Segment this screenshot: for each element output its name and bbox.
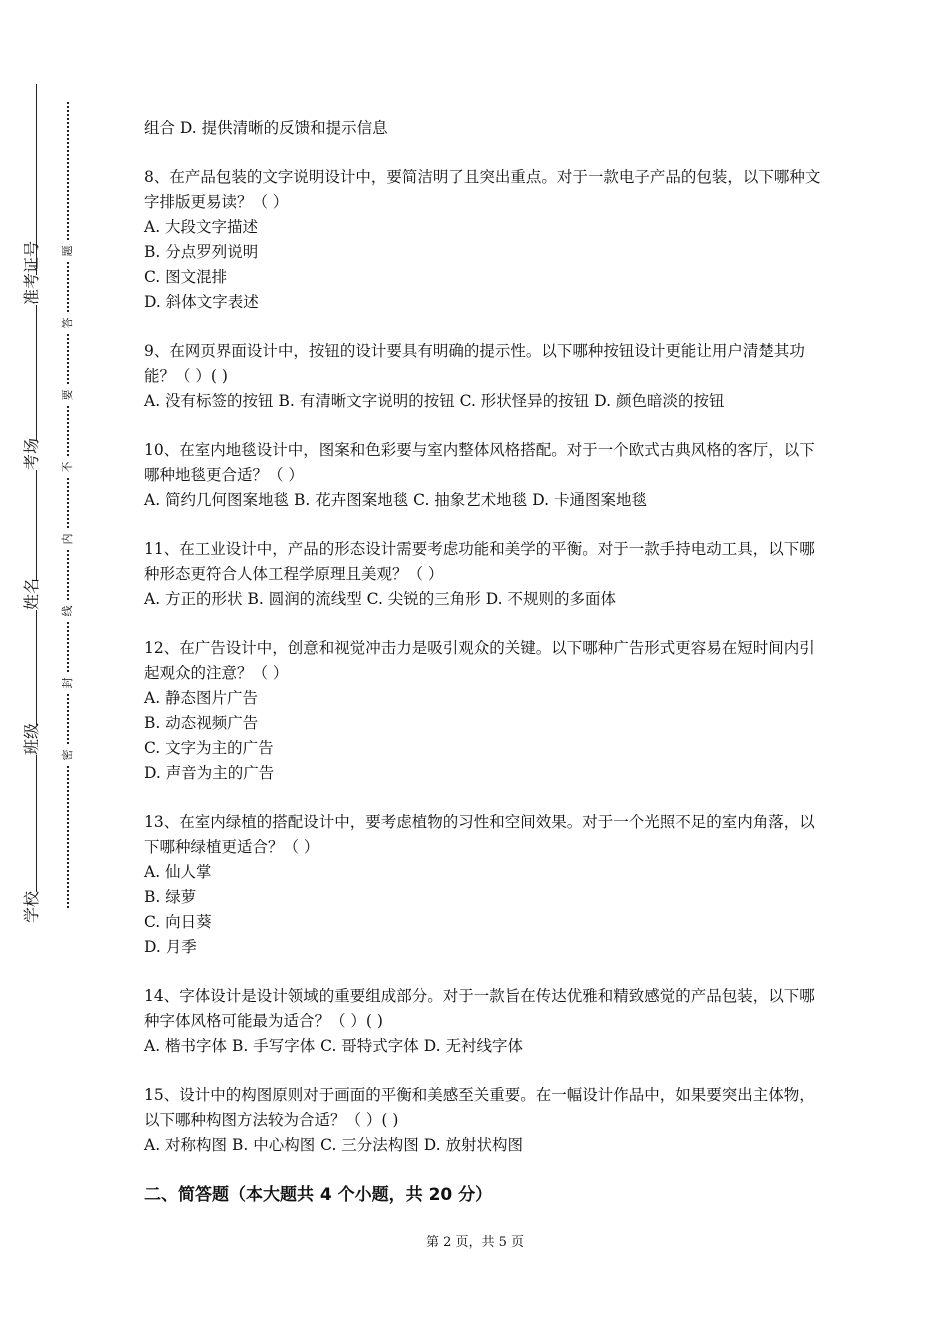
page-footer: 第 2 页，共 5 页	[425, 1235, 525, 1250]
question-list	[144, 165, 824, 1158]
question-text: 8、在产品包装的文字说明设计中，要简洁明了且突出重点。对于一款电子产品的包装，以下哪种文字排版更易读？（ ）	[144, 168, 821, 211]
seal-char: 线	[61, 602, 75, 620]
seal-char: 答	[61, 314, 75, 332]
question-text: 15、设计中的构图原则对于画面的平衡和美感至关重要。在一幅设计作品中，如果要突出主体物，以下哪种构图方法较为合适？（ ）( )	[144, 1086, 815, 1129]
question-text: 10、在室内地毯设计中，图案和色彩要与室内整体风格搭配。对于一个欧式古典风格的客厅，以下哪种地毯更合适？（ ）	[144, 441, 815, 484]
label-class: 班级	[22, 725, 52, 755]
seal-char: 不	[61, 458, 75, 476]
label-exam-room: 考场	[22, 440, 52, 470]
question-option: A. 楷书字体 B. 手写字体 C. 哥特式字体 D. 无衬线字体	[144, 1037, 523, 1055]
question-item	[144, 339, 824, 414]
question-option: A. 没有标签的按钮 B. 有清晰文字说明的按钮 C. 形状怪异的按钮 D. 颜色暗淡的按钮	[144, 392, 725, 410]
question-option: C. 向日葵	[144, 913, 212, 931]
question-text: 12、在广告设计中，创意和视觉冲击力是吸引观众的关键。以下哪种广告形式更容易在短时间内引起观众的注意？（ ）	[144, 639, 815, 682]
seal-char: 题	[61, 242, 75, 260]
question-option: B. 动态视频广告	[144, 714, 259, 732]
seal-char: 内	[61, 530, 75, 548]
question-option: B. 分点罗列说明	[144, 243, 259, 261]
question-option: A. 大段文字描述	[144, 218, 259, 236]
question-item	[144, 438, 824, 513]
question-item	[144, 810, 824, 960]
question-option: A. 对称构图 B. 中心构图 C. 三分法构图 D. 放射状构图	[144, 1136, 523, 1154]
label-exam-number: 准考证号	[22, 275, 52, 305]
question-option: D. 声音为主的广告	[144, 764, 275, 782]
question-option: A. 简约几何图案地毯 B. 花卉图案地毯 C. 抽象艺术地毯 D. 卡通图案地毯	[144, 491, 647, 509]
seal-char: 要	[61, 386, 75, 404]
question-item	[144, 1083, 824, 1158]
question-option: A. 静态图片广告	[144, 689, 259, 707]
question-text: 13、在室内绿植的搭配设计中，要考虑植物的习性和空间效果。对于一个光照不足的室内角落，以下哪种绿植更适合？（ ）	[144, 813, 815, 856]
question-text: 14、字体设计是设计领域的重要组成部分。对于一款旨在传达优雅和精致感觉的产品包装，以下哪种字体风格可能最为适合？（ ）( )	[144, 987, 815, 1030]
label-name: 姓名	[22, 580, 52, 610]
carryover-options: 组合 D. 提供清晰的反馈和提示信息	[144, 119, 388, 137]
question-item	[144, 537, 824, 612]
question-text: 9、在网页界面设计中，按钮的设计要具有明确的提示性。以下哪种按钮设计更能让用户清楚其功能？（ ）( )	[144, 342, 805, 385]
binding-solid-line	[36, 84, 37, 892]
question-option: B. 绿萝	[144, 888, 197, 906]
seal-char: 密	[61, 746, 75, 764]
binding-margin	[0, 0, 100, 1344]
question-option: C. 图文混排	[144, 268, 228, 286]
question-option: D. 月季	[144, 938, 197, 956]
question-item	[144, 984, 824, 1059]
question-option: A. 仙人掌	[144, 863, 212, 881]
question-text: 11、在工业设计中，产品的形态设计需要考虑功能和美学的平衡。对于一款手持电动工具，以下哪种形态更符合人体工程学原理且美观？（ ）	[144, 540, 815, 583]
seal-char: 封	[61, 674, 75, 692]
question-option: A. 方正的形状 B. 圆润的流线型 C. 尖锐的三角形 D. 不规则的多面体	[144, 590, 616, 608]
question-item	[144, 165, 824, 315]
question-item	[144, 636, 824, 786]
label-school: 学校	[22, 893, 52, 923]
question-option: C. 文字为主的广告	[144, 739, 274, 757]
question-option: D. 斜体文字表述	[144, 293, 259, 311]
section-heading: 二、简答题（本大题共 4 个小题，共 20 分）	[144, 1185, 493, 1205]
question-content	[144, 116, 824, 1208]
binding-dotted-line	[67, 102, 69, 908]
